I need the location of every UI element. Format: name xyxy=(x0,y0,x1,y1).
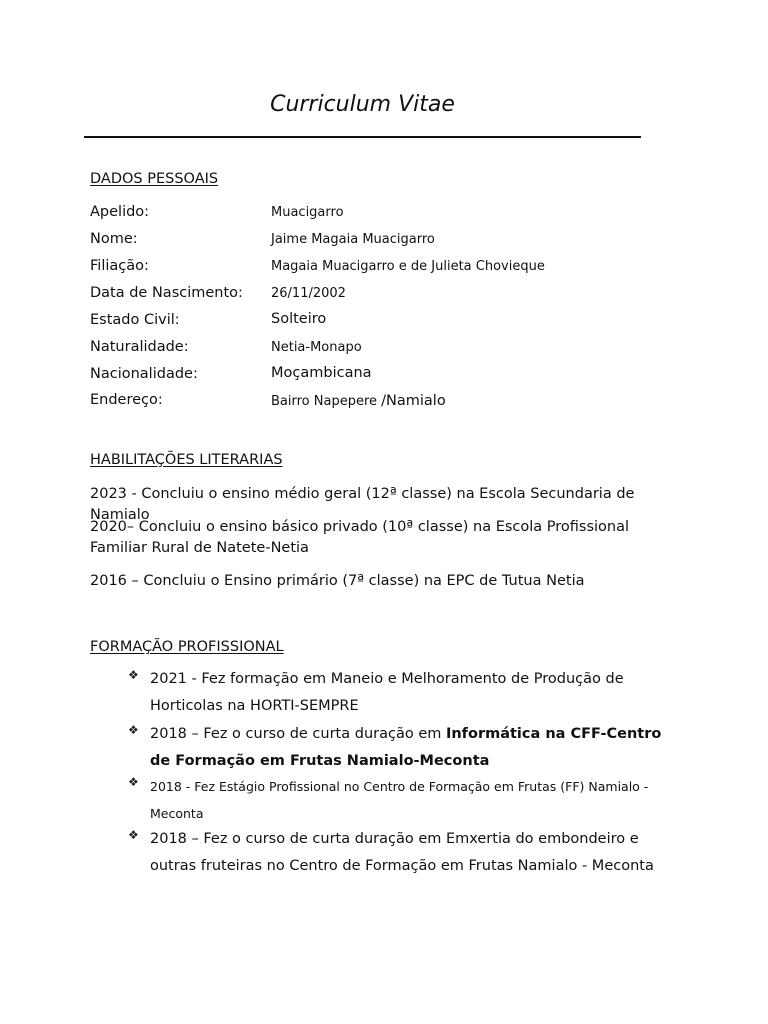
education-item: 2016 – Concluiu o Ensino primário (7ª classe) na EPC de Tutua Netia xyxy=(90,573,585,589)
document-title: Curriculum Vitae xyxy=(270,92,455,117)
field-row-nome xyxy=(90,231,690,251)
field-value: 26/11/2002 xyxy=(271,286,346,301)
field-label: Data de Nascimento: xyxy=(90,285,243,301)
field-label: Nome: xyxy=(90,231,138,247)
address-part: Bairro Napepere xyxy=(271,394,382,409)
field-value xyxy=(271,393,446,409)
field-label: Endereço: xyxy=(90,392,163,408)
field-row-naturalidade xyxy=(90,339,690,359)
field-value: Moçambicana xyxy=(271,365,372,381)
field-label: Naturalidade: xyxy=(90,339,189,355)
field-value: Jaime Magaia Muacigarro xyxy=(271,232,435,247)
field-row-filiacao xyxy=(90,258,690,278)
field-row-apelido xyxy=(90,204,690,224)
training-item-text: 2018 – Fez o curso de curta duração em Emxertia do embondeiro e outras fruteiras no Centro de Formação em Frutas Namialo - Meconta xyxy=(150,831,654,874)
field-row-endereco xyxy=(90,392,690,412)
diamond-bullet-icon: ❖ xyxy=(128,775,139,789)
field-label: Filiação: xyxy=(90,258,149,274)
training-item-text-bold: Informática na CFF-Centro de Formação em Frutas Namialo-Meconta xyxy=(150,726,662,769)
training-item-text-plain: 2018 – Fez o curso de curta duração em xyxy=(150,726,446,742)
field-label: Estado Civil: xyxy=(90,312,180,328)
diamond-bullet-icon: ❖ xyxy=(128,723,139,737)
training-item-text: 2021 - Fez formação em Maneio e Melhoramento de Produção de Horticolas na HORTI-SEMPRE xyxy=(150,671,624,714)
training-item-text xyxy=(150,721,668,775)
training-item-text: 2018 - Fez Estágio Profissional no Centro de Formação em Frutas (FF) Namialo - Meconta xyxy=(150,779,649,821)
field-value: Magaia Muacigarro e de Julieta Chovieque xyxy=(271,259,545,274)
field-value: Muacigarro xyxy=(271,205,344,220)
address-suffix: /Namialo xyxy=(381,393,446,409)
field-row-nacionalidade xyxy=(90,366,690,386)
field-label: Apelido: xyxy=(90,204,150,220)
field-row-data-nascimento xyxy=(90,285,690,305)
title-underline-rule xyxy=(84,136,641,138)
education-item: 2023 - Concluiu o ensino médio geral (12ª classe) na Escola Secundaria de Namialo xyxy=(90,486,635,523)
training-heading: FORMAÇÃO PROFISSIONAL xyxy=(90,639,284,655)
education-item: 2020– Concluiu o ensino básico privado (10ª classe) na Escola Profissional Familiar Rural de Natete-Netia xyxy=(90,519,630,556)
field-label: Nacionalidade: xyxy=(90,366,198,382)
personal-data-heading: DADOS PESSOAIS xyxy=(90,171,219,187)
field-value: Netia-Monapo xyxy=(271,340,362,355)
field-row-estado-civil xyxy=(90,312,690,332)
diamond-bullet-icon: ❖ xyxy=(128,828,139,842)
education-heading: HABILITAÇÕES LITERARIAS xyxy=(90,452,283,468)
field-value: Solteiro xyxy=(271,311,327,327)
diamond-bullet-icon: ❖ xyxy=(128,668,139,682)
